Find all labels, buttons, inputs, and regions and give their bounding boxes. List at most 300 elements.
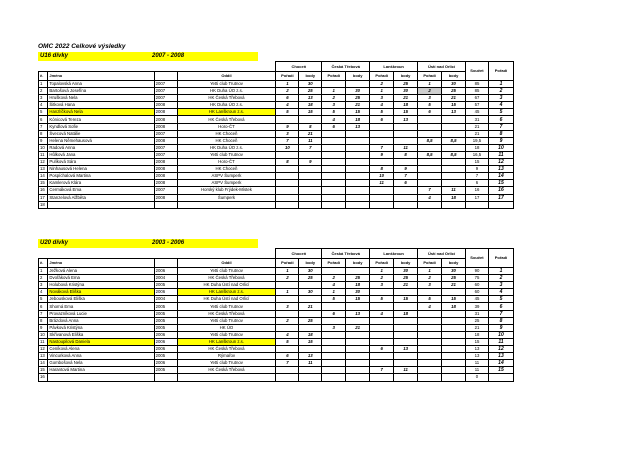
race-points [442, 159, 466, 166]
race-points: 25 [394, 81, 418, 88]
athlete-name: Nováková Eliška [48, 289, 154, 296]
row-number: 16 [39, 374, 48, 381]
race-points: 21 [442, 95, 466, 102]
race-rank [322, 360, 346, 367]
row-number: 6 [39, 116, 48, 123]
race-points: 15 [442, 102, 466, 109]
club-name: Horo-ČT [177, 123, 276, 130]
points-sum: 15 [466, 338, 489, 345]
race-rank [418, 166, 442, 173]
athlete-name: Švecová Natálie [48, 130, 154, 137]
race-rank [418, 324, 442, 331]
row-number: 7 [39, 310, 48, 317]
athlete-name: Cermáková Ema [48, 187, 154, 194]
race-rank: 3 [276, 130, 299, 137]
race-rank: 7 [276, 137, 299, 144]
race-rank [322, 317, 346, 324]
race-points [394, 137, 418, 144]
race-points [346, 367, 370, 374]
birth-year: 2008 [154, 159, 177, 166]
final-rank: 15 [488, 180, 513, 187]
club-name: HK Duha Ústí nad Orlicí [177, 282, 276, 289]
race-rank [276, 173, 299, 180]
body-header: body [346, 72, 370, 81]
race-rank: 4 [418, 194, 442, 201]
race-rank [276, 187, 299, 194]
birth-year: 2008 [154, 116, 177, 123]
race-ceska-trebova-header: Česká Třebová [322, 249, 370, 259]
athlete-name: Ninhausová Helena [48, 166, 154, 173]
race-rank: 5 [418, 296, 442, 303]
club-name: HK ÚO [177, 324, 276, 331]
row-number: 15 [39, 367, 48, 374]
row-number: 15 [39, 180, 48, 187]
race-points [394, 194, 418, 201]
race-rank [276, 346, 299, 353]
race-points [394, 360, 418, 367]
points-sum: 90 [466, 268, 489, 275]
u16-category-label: U16 dívky [38, 52, 150, 61]
birth-year: 2005 [154, 303, 177, 310]
race-points: 25 [346, 275, 370, 282]
club-name: HK Choceň [177, 137, 276, 144]
race-rank [370, 159, 394, 166]
row-number: 8 [39, 317, 48, 324]
poradi-header: Pořadí [322, 259, 346, 268]
row-number: 6 [39, 303, 48, 310]
race-rank: 8 [370, 166, 394, 173]
birth-year: 2007 [154, 187, 177, 194]
race-points [299, 194, 322, 201]
race-points: 15 [346, 296, 370, 303]
table-row [39, 187, 514, 194]
row-number: 8 [39, 130, 48, 137]
race-points [442, 317, 466, 324]
race-points: 13 [394, 116, 418, 123]
row-number: 2 [39, 275, 48, 282]
race-rank: 3 [418, 282, 442, 289]
race-points: 8,5 [442, 151, 466, 158]
race-points: 30 [442, 81, 466, 88]
points-sum: 57 [466, 102, 489, 109]
birth-year: 2005 [154, 282, 177, 289]
u16-section [38, 52, 514, 209]
race-points [442, 360, 466, 367]
u20-section [38, 239, 514, 382]
race-points: 21 [442, 282, 466, 289]
final-rank: 11 [488, 338, 513, 345]
club-name: Yetti club Trutnov [177, 331, 276, 338]
race-rank [370, 123, 394, 130]
athlete-name: Pávková Kristýna [48, 324, 154, 331]
race-points [299, 151, 322, 158]
row-number: 16 [39, 187, 48, 194]
race-rank [276, 310, 299, 317]
race-points: 21 [346, 102, 370, 109]
race-rank: 3 [276, 303, 299, 310]
athlete-name [48, 374, 154, 381]
final-rank: 6 [488, 116, 513, 123]
race-points: 18 [442, 303, 466, 310]
poradi-header: Pořadí [370, 72, 394, 81]
race-rank: 5 [370, 296, 394, 303]
points-sum: 18 [466, 144, 489, 151]
race-rank [418, 201, 442, 208]
race-points: 15 [394, 109, 418, 116]
race-points: 11 [394, 144, 418, 151]
race-rank: 4 [276, 102, 299, 109]
birth-year: 2007 [154, 95, 177, 102]
race-points: 21 [299, 303, 322, 310]
athlete-name: Hůlková Jana [48, 151, 154, 158]
final-rank-header: Pořadí [488, 249, 513, 268]
race-points: 15 [394, 296, 418, 303]
race-rank: 1 [370, 88, 394, 95]
club-name: Yetti club Trutnov [177, 360, 276, 367]
race-points [442, 338, 466, 345]
race-rank: 3 [322, 324, 346, 331]
athlete-name: Shorná Ema [48, 303, 154, 310]
athlete-name: Kónicová Tereza [48, 116, 154, 123]
race-points [299, 187, 322, 194]
race-rank [370, 201, 394, 208]
race-rank [276, 367, 299, 374]
race-choцen-header: Choceň [276, 62, 322, 72]
race-points [346, 151, 370, 158]
table-row [39, 360, 514, 367]
table-row [39, 282, 514, 289]
race-rank [370, 303, 394, 310]
race-points: 11 [442, 187, 466, 194]
race-points: 18 [346, 116, 370, 123]
club-name [177, 201, 276, 208]
body-header: body [299, 72, 322, 81]
table-row [39, 109, 514, 116]
race-rank: 5 [322, 109, 346, 116]
club-name: Horský klub Frýdek-Místek [177, 187, 276, 194]
table-row [39, 201, 514, 208]
race-rank [370, 130, 394, 137]
athlete-name: Jebousková Eliška [48, 296, 154, 303]
row-number: 4 [39, 289, 48, 296]
club-name: HK Lanškroun z.s. [177, 289, 276, 296]
race-rank [322, 137, 346, 144]
race-rank [322, 346, 346, 353]
race-points [299, 310, 322, 317]
race-points [346, 346, 370, 353]
final-rank-header: Pořadí [488, 62, 513, 81]
race-rank: 6 [322, 310, 346, 317]
final-rank: 10 [488, 144, 513, 151]
points-sum: 45 [466, 296, 489, 303]
race-points [346, 180, 370, 187]
birth-year: 2008 [154, 137, 177, 144]
birth-year: 2006 [154, 346, 177, 353]
table-row [39, 331, 514, 338]
club-name: Yetti club Trutnov [177, 151, 276, 158]
race-points [346, 268, 370, 275]
u16-years-label: 2007 - 2008 [150, 52, 258, 61]
points-sum: 6 [466, 180, 489, 187]
points-sum: 16,5 [466, 151, 489, 158]
table-row [39, 324, 514, 331]
body-header: body [346, 259, 370, 268]
race-rank: 2 [322, 275, 346, 282]
race-rank [322, 173, 346, 180]
race-points: 25 [299, 317, 322, 324]
club-name: HK Česká Třebová [177, 95, 276, 102]
race-rank [370, 331, 394, 338]
table-row [39, 194, 514, 201]
row-number: 18 [39, 201, 48, 208]
athlete-name: Vincurková Anna [48, 353, 154, 360]
points-sum: 11 [466, 367, 489, 374]
club-name: Horo-ČT [177, 159, 276, 166]
race-points: 6 [394, 180, 418, 187]
birth-year: 2008 [154, 173, 177, 180]
birth-year: 2008 [154, 109, 177, 116]
club-name: HK Česká Třebová [177, 116, 276, 123]
points-sum: 13 [466, 353, 489, 360]
final-rank: 3 [488, 282, 513, 289]
race-rank: 1 [322, 88, 346, 95]
sheet-title: OMC 2022 Celkové výsledky [38, 43, 126, 50]
final-rank: 4 [488, 102, 513, 109]
race-rank [370, 289, 394, 296]
race-rank [370, 137, 394, 144]
table-row [39, 367, 514, 374]
birth-year: 2008 [154, 194, 177, 201]
race-rank [276, 201, 299, 208]
race-points: 21 [394, 95, 418, 102]
birth-year: 2006 [154, 360, 177, 367]
final-rank: 7 [488, 310, 513, 317]
race-rank [418, 353, 442, 360]
race-points [299, 346, 322, 353]
name-header: Jméno [48, 72, 154, 81]
num-header: č. [39, 72, 48, 81]
race-points: 30 [346, 88, 370, 95]
race-rank [322, 151, 346, 158]
birth-year: 2005 [154, 353, 177, 360]
birth-year: 2006 [154, 289, 177, 296]
race-rank: 5 [322, 296, 346, 303]
race-points [346, 144, 370, 151]
birth-year: 2005 [154, 324, 177, 331]
final-rank: 7 [488, 123, 513, 130]
race-points [442, 180, 466, 187]
row-number: 7 [39, 123, 48, 130]
athlete-name: Brázdová Anna [48, 317, 154, 324]
club-header: Oddíl [177, 72, 276, 81]
athlete-name: Kamlerová Klára [48, 180, 154, 187]
club-name: ASPV Šumperk [177, 173, 276, 180]
club-name: Šumperk [177, 194, 276, 201]
final-rank: 13 [488, 353, 513, 360]
race-rank: 10 [276, 144, 299, 151]
table-row [39, 268, 514, 275]
race-rank: 7 [370, 367, 394, 374]
athlete-name: Pulíková Sára [48, 159, 154, 166]
race-rank: 1 [276, 268, 299, 275]
race-rank: 2 [370, 81, 394, 88]
poradi-header: Pořadí [322, 72, 346, 81]
table-row [39, 151, 514, 158]
race-rank [322, 331, 346, 338]
birth-year: 2004 [154, 275, 177, 282]
race-points [442, 346, 466, 353]
points-sum: 85 [466, 81, 489, 88]
race-rank [322, 338, 346, 345]
table-row [39, 303, 514, 310]
athlete-name: Pospíchalová Martina [48, 173, 154, 180]
athlete-name: Holubová Kristýna [48, 282, 154, 289]
race-rank [418, 159, 442, 166]
race-rank: 7 [276, 360, 299, 367]
row-number: 9 [39, 324, 48, 331]
race-rank [276, 324, 299, 331]
race-points [394, 303, 418, 310]
athlete-name: Stanzelová Alžběta [48, 194, 154, 201]
points-sum: 15 [466, 159, 489, 166]
race-rank: 6 [418, 109, 442, 116]
race-rank: 2 [322, 95, 346, 102]
row-number: 13 [39, 353, 48, 360]
race-points: 9 [299, 159, 322, 166]
race-points [299, 173, 322, 180]
race-rank [418, 123, 442, 130]
race-rank [276, 151, 299, 158]
race-points: 25 [299, 88, 322, 95]
race-rank [370, 374, 394, 381]
race-rank: 4 [370, 310, 394, 317]
race-rank: 5 [418, 102, 442, 109]
athlete-name: Topalovská Anna [48, 81, 154, 88]
athlete-name: Šitková Hana [48, 102, 154, 109]
race-points [442, 367, 466, 374]
row-number: 14 [39, 173, 48, 180]
race-points [346, 137, 370, 144]
club-name: Rýmařov [177, 353, 276, 360]
race-rank: 9 [276, 123, 299, 130]
race-rank [418, 289, 442, 296]
race-rank: 1 [418, 268, 442, 275]
race-rank [322, 144, 346, 151]
race-points [394, 331, 418, 338]
race-points [299, 367, 322, 374]
race-points [299, 201, 322, 208]
table-row [39, 317, 514, 324]
race-points: 15 [442, 296, 466, 303]
race-rank [322, 194, 346, 201]
body-header: body [299, 259, 322, 268]
birth-year: 2006 [154, 331, 177, 338]
race-usti-header: Ústí nad Orlicí [418, 62, 466, 72]
birth-year: 2006 [154, 338, 177, 345]
race-points: 13 [299, 95, 322, 102]
race-lanskroun-header: Lanškroun [370, 249, 418, 259]
birth-year: 2008 [154, 102, 177, 109]
race-points [346, 374, 370, 381]
race-rank: 5 [276, 109, 299, 116]
race-rank: 6 [322, 123, 346, 130]
race-points: 30 [299, 268, 322, 275]
race-points: 25 [442, 275, 466, 282]
race-points [299, 116, 322, 123]
birth-year: 2008 [154, 123, 177, 130]
race-points: 25 [299, 275, 322, 282]
race-rank: 3 [370, 282, 394, 289]
athlete-name: Dvořáková Ema [48, 275, 154, 282]
club-header: Oddíl [177, 259, 276, 268]
table-row [39, 310, 514, 317]
race-points [299, 180, 322, 187]
table-row [39, 374, 514, 381]
race-points [394, 374, 418, 381]
club-name: HK Duha ÚO z.s. [177, 88, 276, 95]
race-points: 7 [299, 144, 322, 151]
race-rank: 8,5 [418, 137, 442, 144]
race-rank [418, 338, 442, 345]
race-rank [418, 374, 442, 381]
race-rank [370, 194, 394, 201]
race-points [299, 282, 322, 289]
athlete-name: Nastoupilová Daniela [48, 338, 154, 345]
race-points [442, 123, 466, 130]
race-points: 30 [394, 88, 418, 95]
row-number: 1 [39, 268, 48, 275]
row-number: 5 [39, 296, 48, 303]
final-rank: 12 [488, 346, 513, 353]
race-points [442, 289, 466, 296]
birth-year: 2007 [154, 88, 177, 95]
row-number: 1 [39, 81, 48, 88]
table-row [39, 130, 514, 137]
table-row [39, 81, 514, 88]
body-header: body [442, 72, 466, 81]
race-rank [322, 303, 346, 310]
table-row [39, 116, 514, 123]
race-rank: 4 [276, 331, 299, 338]
body-header: body [394, 72, 418, 81]
race-points: 30 [299, 81, 322, 88]
table-row [39, 296, 514, 303]
race-rank [276, 282, 299, 289]
club-name: HK Lanškroun z.s. [177, 338, 276, 345]
points-sum: 39 [466, 303, 489, 310]
race-points [346, 303, 370, 310]
row-number: 12 [39, 346, 48, 353]
table-row [39, 137, 514, 144]
race-points: 8 [299, 123, 322, 130]
race-points: 21 [394, 282, 418, 289]
race-rank: 3 [370, 95, 394, 102]
final-rank: 10 [488, 331, 513, 338]
u16-results-table [38, 61, 514, 209]
race-rank: 2 [418, 275, 442, 282]
race-points [346, 317, 370, 324]
race-points: 18 [394, 102, 418, 109]
poradi-header: Pořadí [418, 72, 442, 81]
race-rank [418, 180, 442, 187]
race-rank: 8,5 [418, 151, 442, 158]
birth-year: 2008 [154, 180, 177, 187]
race-rank: 8 [276, 159, 299, 166]
table-row [39, 159, 514, 166]
race-ceska-trebova-header: Česká Třebová [322, 62, 370, 72]
race-points: 11 [299, 360, 322, 367]
race-points [346, 173, 370, 180]
